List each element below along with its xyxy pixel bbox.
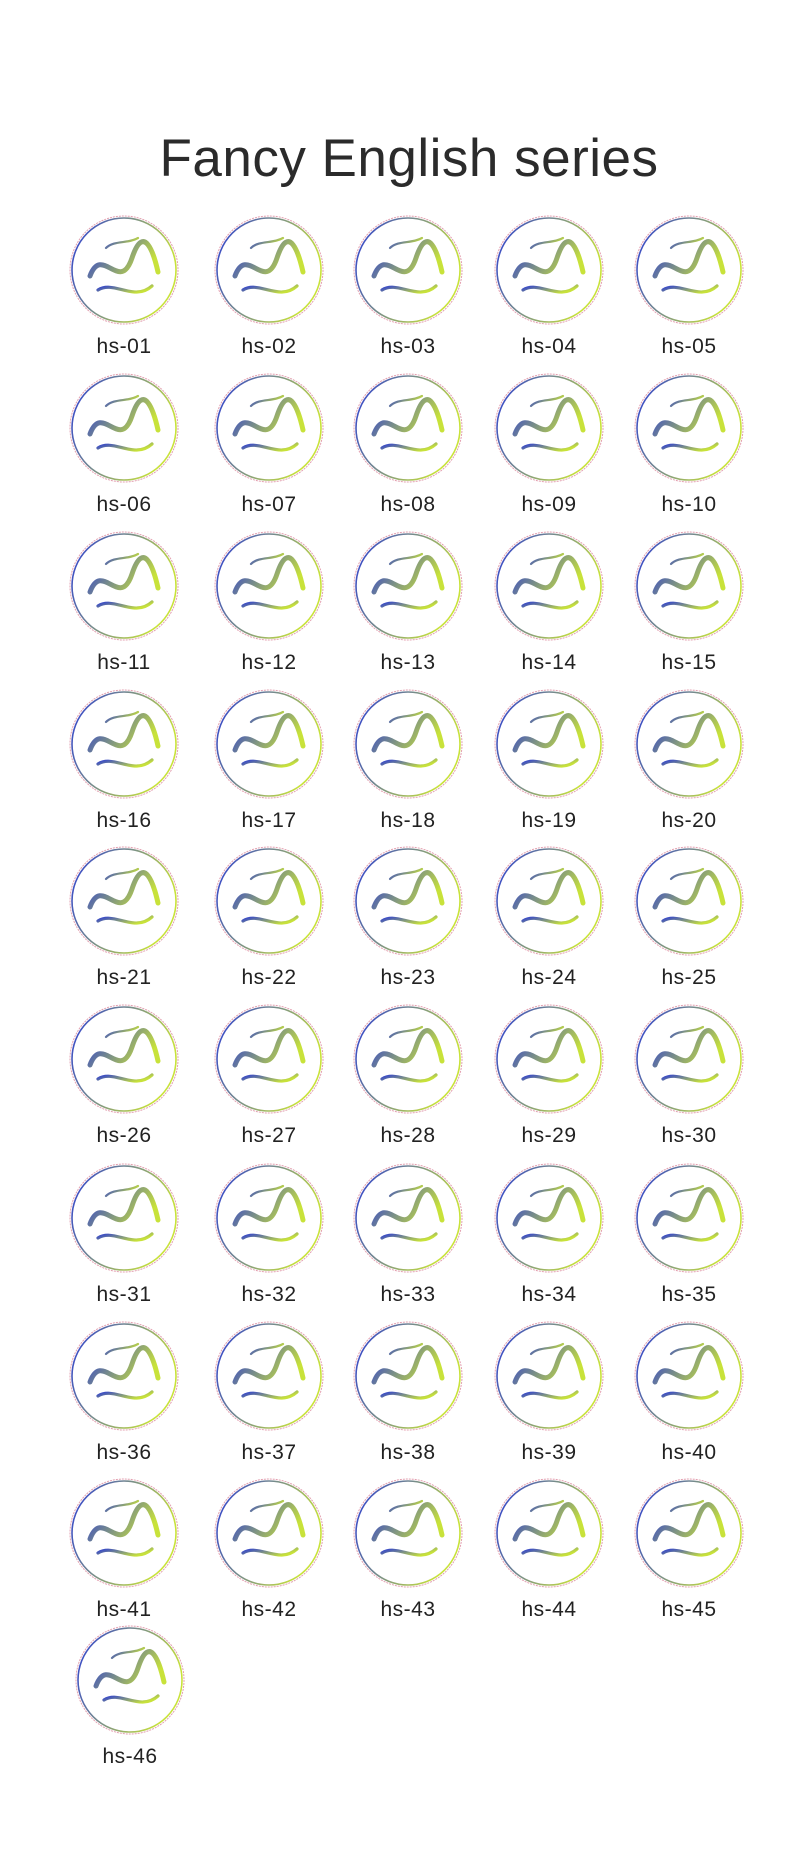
p-and-c-seal-icon — [68, 1477, 180, 1589]
rocio-beck-seal-icon — [352, 1477, 464, 1589]
seal-item[interactable] — [49, 1162, 199, 1312]
be-mine-seal-icon — [213, 845, 325, 957]
never-stop-dreaming-seal-icon — [352, 845, 464, 957]
happy-holidays-seal-icon — [633, 372, 745, 484]
seal-code-label: hs-19 — [521, 809, 577, 832]
seal-item[interactable] — [333, 1477, 483, 1627]
seal-code-label: hs-32 — [241, 1283, 297, 1306]
seal-code-label: hs-44 — [521, 1598, 577, 1621]
seal-item[interactable] — [474, 372, 624, 522]
merry-christmas-seal-icon — [352, 530, 464, 642]
coro-perez-seal-icon — [352, 688, 464, 800]
seal-item[interactable] — [474, 845, 624, 995]
seal-item[interactable] — [474, 214, 624, 364]
seal-item[interactable] — [474, 530, 624, 680]
seal-item[interactable] — [49, 1003, 199, 1153]
seal-item[interactable] — [49, 214, 199, 364]
happy-birthday-to-you-seal-icon — [213, 1003, 325, 1115]
seal-code-label: hs-36 — [96, 1441, 152, 1464]
scrap-arte-seal-icon — [633, 1162, 745, 1274]
seal-item[interactable] — [333, 1162, 483, 1312]
seal-code-label: hs-16 — [96, 809, 152, 832]
seal-item[interactable] — [614, 1003, 764, 1153]
take-care-seal-icon — [633, 1003, 745, 1115]
seal-code-label: hs-43 — [380, 1598, 436, 1621]
monogram-s-seal-icon — [68, 1320, 180, 1432]
seal-code-label: hs-02 — [241, 335, 297, 358]
music-notes-seal-icon — [493, 1477, 605, 1589]
merry-christmas-seal-icon — [633, 530, 745, 642]
seal-code-label: hs-35 — [661, 1283, 717, 1306]
seal-code-label: hs-18 — [380, 809, 436, 832]
seal-code-label: hs-28 — [380, 1124, 436, 1147]
cuquifer-seal-icon — [633, 1477, 745, 1589]
seal-code-label: hs-26 — [96, 1124, 152, 1147]
seal-code-label: hs-23 — [380, 966, 436, 989]
seal-item[interactable] — [55, 1624, 205, 1774]
seal-code-label: hs-06 — [96, 493, 152, 516]
seal-code-label: hs-15 — [661, 651, 717, 674]
seal-code-label: hs-11 — [97, 651, 151, 674]
seal-item[interactable] — [333, 372, 483, 522]
christmas-tree-seal-icon — [493, 1003, 605, 1115]
seal-code-label: hs-29 — [521, 1124, 577, 1147]
all-you-need-is-love-seal-icon — [493, 845, 605, 957]
seal-item[interactable] — [474, 1477, 624, 1627]
seal-code-label: hs-38 — [380, 1441, 436, 1464]
thank-you-seal-icon — [352, 372, 464, 484]
seal-code-label: hs-05 — [661, 335, 717, 358]
merry-christmas-seal-icon — [68, 530, 180, 642]
merry-christmas-seal-icon — [493, 1162, 605, 1274]
take-care-seal-icon — [352, 1003, 464, 1115]
seal-item[interactable] — [49, 688, 199, 838]
seal-item[interactable] — [474, 1320, 624, 1470]
seal-item[interactable] — [614, 214, 764, 364]
seal-code-label: hs-41 — [96, 1598, 152, 1621]
seal-item[interactable] — [194, 688, 344, 838]
seal-item[interactable] — [333, 845, 483, 995]
seal-code-label: hs-27 — [241, 1124, 297, 1147]
monogram-mlc-seal-icon — [213, 1320, 325, 1432]
seal-code-label: hs-34 — [521, 1283, 577, 1306]
honey-bear-seal-icon — [68, 214, 180, 326]
seal-code-label: hs-33 — [380, 1283, 436, 1306]
you-make-my-heart-smile-seal-icon — [633, 845, 745, 957]
seal-item[interactable] — [333, 688, 483, 838]
seal-item[interactable] — [194, 1320, 344, 1470]
happy-birthday-seal-icon — [493, 688, 605, 800]
seal-code-label: hs-04 — [521, 335, 577, 358]
seal-item[interactable] — [614, 1162, 764, 1312]
seal-code-label: hs-46 — [102, 1745, 158, 1768]
seal-item[interactable] — [614, 688, 764, 838]
seal-code-label: hs-08 — [380, 493, 436, 516]
page-title: Fancy English series — [159, 129, 659, 188]
seal-code-label: hs-42 — [241, 1598, 297, 1621]
seal-item[interactable] — [474, 1003, 624, 1153]
love-wreath-seal-icon — [633, 214, 745, 326]
seal-item[interactable] — [333, 214, 483, 364]
with-love-seal-icon — [493, 372, 605, 484]
merry-christmas-seal-icon — [213, 530, 325, 642]
with-love-seal-icon — [213, 372, 325, 484]
seal-item[interactable] — [194, 214, 344, 364]
anatomical-heart-seal-icon — [68, 688, 180, 800]
seal-item[interactable] — [49, 1477, 199, 1627]
seal-item[interactable] — [49, 372, 199, 522]
seal-item[interactable] — [474, 1162, 624, 1312]
seal-item[interactable] — [333, 1320, 483, 1470]
seal-code-label: hs-09 — [521, 493, 577, 516]
happy-new-year-seal-icon — [68, 1162, 180, 1274]
seal-code-label: hs-14 — [521, 651, 577, 674]
seal-item[interactable] — [194, 1003, 344, 1153]
monogram-am-seal-icon — [352, 1320, 464, 1432]
seal-item[interactable] — [333, 1003, 483, 1153]
seal-code-label: hs-03 — [380, 335, 436, 358]
seal-code-label: hs-17 — [241, 809, 297, 832]
seal-code-label: hs-01 — [96, 335, 152, 358]
parker-seal-icon — [213, 214, 325, 326]
monogram-fc-seal-icon — [633, 1320, 745, 1432]
seal-item[interactable] — [194, 372, 344, 522]
seal-item[interactable] — [614, 1477, 764, 1627]
feather-seal-icon — [213, 1477, 325, 1589]
seal-code-label: hs-30 — [661, 1124, 717, 1147]
seal-item[interactable] — [49, 530, 199, 680]
seal-code-label: hs-07 — [241, 493, 297, 516]
seal-item[interactable] — [49, 1320, 199, 1470]
seal-item[interactable] — [614, 372, 764, 522]
just-want-you-seal-icon — [633, 688, 745, 800]
seal-item[interactable] — [194, 845, 344, 995]
seal-item[interactable] — [49, 845, 199, 995]
seal-code-label: hs-39 — [521, 1441, 577, 1464]
thank-you-seal-icon — [352, 1162, 464, 1274]
made-with-love-seal-icon — [68, 845, 180, 957]
seal-item[interactable] — [194, 1477, 344, 1627]
seal-code-label: hs-10 — [661, 493, 717, 516]
seal-code-label: hs-22 — [241, 966, 297, 989]
seal-item[interactable] — [194, 530, 344, 680]
cristina-oscar-seal-icon — [493, 1320, 605, 1432]
thank-you-seal-icon — [68, 372, 180, 484]
seal-code-label: hs-40 — [661, 1441, 717, 1464]
monogram-r-squared-seal-icon — [74, 1624, 186, 1736]
seal-code-label: hs-20 — [661, 809, 717, 832]
seal-item[interactable] — [614, 1320, 764, 1470]
seal-code-label: hs-13 — [380, 651, 436, 674]
seal-code-label: hs-31 — [96, 1283, 152, 1306]
seal-item[interactable] — [614, 845, 764, 995]
seal-code-label: hs-12 — [241, 651, 297, 674]
handmade-with-heart-seal-icon — [493, 214, 605, 326]
seal-item[interactable] — [333, 530, 483, 680]
merry-christmas-snowflake-seal-icon — [493, 530, 605, 642]
seal-code-label: hs-25 — [661, 966, 717, 989]
happy-birthday-gift-seal-icon — [68, 1003, 180, 1115]
dinosaur-skull-seal-icon — [213, 688, 325, 800]
seal-item[interactable] — [614, 530, 764, 680]
seal-code-label: hs-37 — [241, 1441, 297, 1464]
seal-code-label: hs-24 — [521, 966, 577, 989]
seal-code-label: hs-21 — [96, 966, 152, 989]
hand-made-handprint-seal-icon — [213, 1162, 325, 1274]
seal-item[interactable] — [194, 1162, 344, 1312]
seal-item[interactable] — [474, 688, 624, 838]
seal-code-label: hs-45 — [661, 1598, 717, 1621]
for-you-seal-icon — [352, 214, 464, 326]
